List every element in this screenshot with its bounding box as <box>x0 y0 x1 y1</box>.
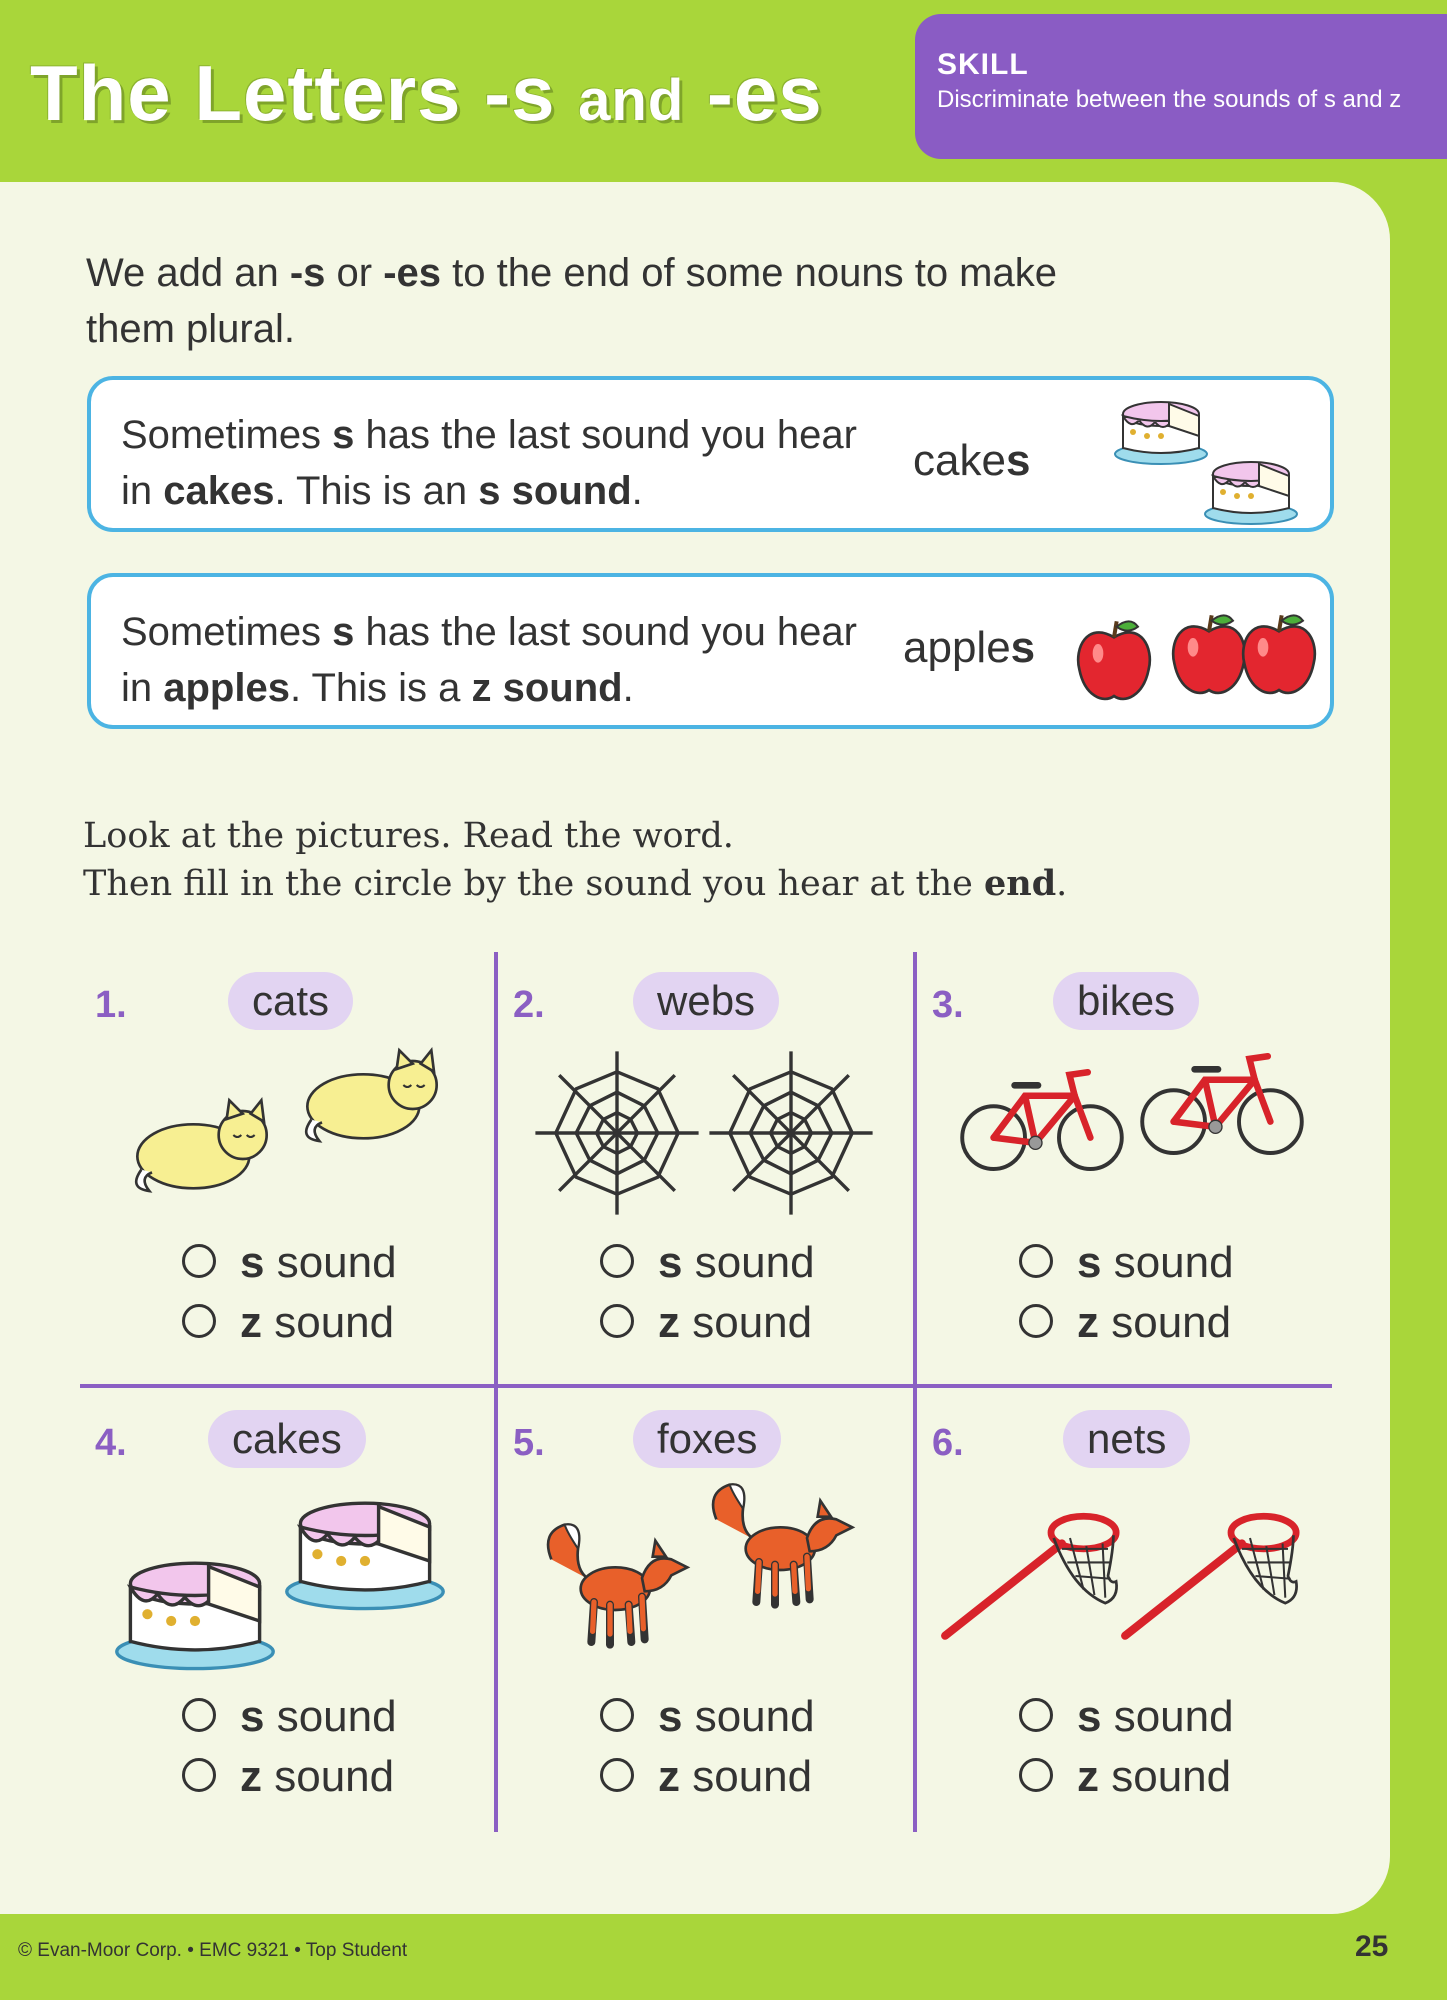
rule-example-word: cakes <box>913 436 1031 485</box>
skill-badge <box>915 14 1447 159</box>
skill-description: Discriminate between the sounds of s and z <box>937 86 1402 113</box>
item-number: 6. <box>932 1422 964 1464</box>
item-number: 4. <box>95 1422 127 1464</box>
rule-box-z-sound <box>87 573 1334 729</box>
apple-icon <box>1169 607 1249 701</box>
exercise-item-6 <box>917 1388 1337 1818</box>
rule-box-s-sound <box>87 376 1334 532</box>
skill-label: SKILL <box>937 48 1029 81</box>
answer-circle[interactable] <box>600 1758 634 1792</box>
rule-example-word: apples <box>903 623 1036 672</box>
cat-icon <box>120 1038 480 1228</box>
answer-circle[interactable] <box>1019 1758 1053 1792</box>
s-sound-option[interactable]: s sound <box>1019 1238 1234 1288</box>
item-word: cats <box>228 972 353 1030</box>
answer-circle[interactable] <box>1019 1304 1053 1338</box>
answer-circle[interactable] <box>1019 1244 1053 1278</box>
exercise-item-2 <box>498 950 918 1380</box>
item-number: 2. <box>513 984 545 1026</box>
item-word: bikes <box>1053 972 1199 1030</box>
rule-text: Sometimes s has the last sound you hear in apples. This is a z sound. <box>121 610 857 710</box>
s-sound-option[interactable]: s sound <box>600 1692 815 1742</box>
copyright-footer: © Evan-Moor Corp. • EMC 9321 • Top Student <box>18 1940 408 1961</box>
item-number: 5. <box>513 1422 545 1464</box>
instructions: Look at the pictures. Read the word. Then fill in the circle by the sound you hear at the end. <box>83 816 1068 904</box>
answer-circle[interactable] <box>182 1244 216 1278</box>
exercise-item-5 <box>498 1388 918 1818</box>
cake-icon <box>1111 386 1211 466</box>
answer-circle[interactable] <box>182 1304 216 1338</box>
z-sound-option[interactable]: z sound <box>1019 1298 1231 1348</box>
page-title: The Letters -s and -es <box>30 49 823 137</box>
answer-circle[interactable] <box>600 1304 634 1338</box>
z-sound-option[interactable]: z sound <box>600 1752 812 1802</box>
item-number: 1. <box>95 984 127 1026</box>
cake-icon <box>120 1476 480 1666</box>
item-word: cakes <box>208 1410 366 1468</box>
item-word: foxes <box>633 1410 781 1468</box>
answer-circle[interactable] <box>182 1698 216 1732</box>
net-icon <box>957 1476 1317 1666</box>
s-sound-option[interactable]: s sound <box>600 1238 815 1288</box>
z-sound-option[interactable]: z sound <box>182 1752 394 1802</box>
exercise-item-3 <box>917 950 1337 1380</box>
page-number: 25 <box>1355 1930 1389 1963</box>
s-sound-option[interactable]: s sound <box>182 1692 397 1742</box>
exercise-item-4 <box>80 1388 500 1818</box>
s-sound-option[interactable]: s sound <box>1019 1692 1234 1742</box>
item-number: 3. <box>932 984 964 1026</box>
z-sound-option[interactable]: z sound <box>1019 1752 1231 1802</box>
intro-text: We add an -s or -es to the end of some nouns to make them plural. <box>86 251 1057 351</box>
apple-icon <box>1074 613 1154 707</box>
apple-icon <box>1239 607 1319 701</box>
z-sound-option[interactable]: z sound <box>182 1298 394 1348</box>
item-word: webs <box>633 972 779 1030</box>
item-word: nets <box>1063 1410 1190 1468</box>
fox-icon <box>538 1476 898 1666</box>
answer-circle[interactable] <box>600 1244 634 1278</box>
bicycle-icon <box>957 1038 1317 1228</box>
exercise-item-1 <box>80 950 500 1380</box>
answer-circle[interactable] <box>1019 1698 1053 1732</box>
s-sound-option[interactable]: s sound <box>182 1238 397 1288</box>
spider-web-icon <box>538 1038 898 1228</box>
rule-text: Sometimes s has the last sound you hear in cakes. This is an s sound. <box>121 413 857 513</box>
cake-icon <box>1201 446 1301 526</box>
z-sound-option[interactable]: z sound <box>600 1298 812 1348</box>
answer-circle[interactable] <box>600 1698 634 1732</box>
answer-circle[interactable] <box>182 1758 216 1792</box>
